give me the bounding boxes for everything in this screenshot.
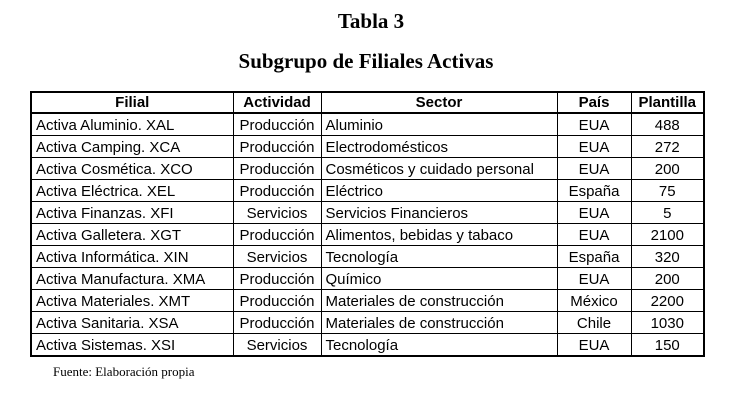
cell-pais: EUA [557,334,631,357]
cell-actividad: Servicios [233,202,321,224]
header-pais: País [557,92,631,113]
table-row [31,334,704,357]
cell-pais: EUA [557,136,631,158]
cell-filial: Activa Manufactura. XMA [31,268,233,290]
header-filial: Filial [31,92,233,113]
cell-filial: Activa Camping. XCA [31,136,233,158]
cell-sector: Tecnología [321,246,557,268]
source-note: Fuente: Elaboración propia [53,364,195,379]
cell-filial: Activa Informática. XIN [31,246,233,268]
table-row [31,268,704,290]
cell-plantilla: 200 [631,158,704,180]
cell-plantilla: 488 [631,113,704,136]
cell-pais: EUA [557,202,631,224]
cell-filial: Activa Finanzas. XFI [31,202,233,224]
cell-pais: EUA [557,113,631,136]
table-number: Tabla 3 [337,9,405,33]
cell-actividad: Producción [233,158,321,180]
cell-plantilla: 150 [631,334,704,357]
table-row [31,224,704,246]
header-plantilla: Plantilla [631,92,704,113]
cell-pais: EUA [557,224,631,246]
cell-actividad: Producción [233,136,321,158]
cell-sector: Materiales de construcción [321,290,557,312]
table-header-row [31,92,704,113]
table-row [31,202,704,224]
table-title: Subgrupo de Filiales Activas [238,49,494,73]
cell-pais: Chile [557,312,631,334]
cell-filial: Activa Galletera. XGT [31,224,233,246]
cell-plantilla: 2200 [631,290,704,312]
cell-actividad: Producción [233,312,321,334]
cell-filial: Activa Eléctrica. XEL [31,180,233,202]
cell-plantilla: 75 [631,180,704,202]
cell-sector: Materiales de construcción [321,312,557,334]
subsidiaries-table [30,91,705,357]
cell-filial: Activa Aluminio. XAL [31,113,233,136]
table-row [31,312,704,334]
cell-plantilla: 2100 [631,224,704,246]
cell-actividad: Servicios [233,246,321,268]
cell-plantilla: 200 [631,268,704,290]
cell-filial: Activa Materiales. XMT [31,290,233,312]
cell-sector: Tecnología [321,334,557,357]
table-row [31,246,704,268]
cell-sector: Químico [321,268,557,290]
cell-sector: Electrodomésticos [321,136,557,158]
cell-actividad: Producción [233,180,321,202]
cell-pais: España [557,180,631,202]
cell-plantilla: 1030 [631,312,704,334]
cell-sector: Alimentos, bebidas y tabaco [321,224,557,246]
cell-filial: Activa Sistemas. XSI [31,334,233,357]
cell-filial: Activa Sanitaria. XSA [31,312,233,334]
cell-plantilla: 320 [631,246,704,268]
cell-filial: Activa Cosmética. XCO [31,158,233,180]
table-row [31,180,704,202]
cell-sector: Aluminio [321,113,557,136]
cell-sector: Eléctrico [321,180,557,202]
cell-pais: EUA [557,268,631,290]
cell-pais: México [557,290,631,312]
cell-sector: Servicios Financieros [321,202,557,224]
cell-pais: EUA [557,158,631,180]
table-row [31,290,704,312]
table-row [31,113,704,136]
table-row [31,136,704,158]
cell-actividad: Producción [233,268,321,290]
cell-actividad: Producción [233,113,321,136]
cell-actividad: Producción [233,290,321,312]
header-actividad: Actividad [233,92,321,113]
cell-plantilla: 5 [631,202,704,224]
header-sector: Sector [321,92,557,113]
cell-sector: Cosméticos y cuidado personal [321,158,557,180]
cell-pais: España [557,246,631,268]
cell-actividad: Servicios [233,334,321,357]
table-row [31,158,704,180]
cell-actividad: Producción [233,224,321,246]
cell-plantilla: 272 [631,136,704,158]
